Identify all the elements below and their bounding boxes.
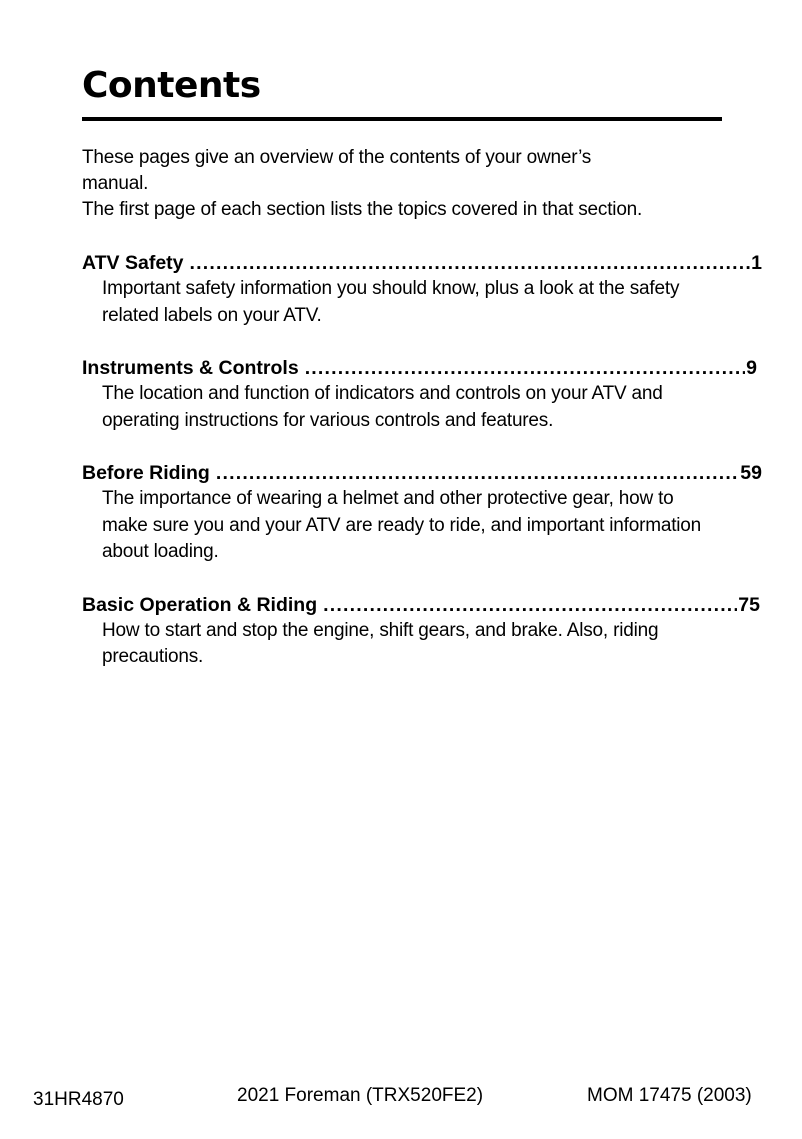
intro-text [82, 145, 722, 223]
footer-model: 2021 Foreman (TRX520FE2) [237, 1085, 484, 1106]
toc-heading-link[interactable] [82, 460, 762, 486]
toc-page-number: 9 [746, 357, 757, 379]
toc-entry-basic-operation-riding [82, 592, 762, 671]
intro-paragraph: The first page of each section lists the topics covered in that section. [82, 199, 643, 220]
toc-entry-instruments-controls [82, 355, 762, 434]
toc-section-title: ATV Safety [82, 252, 184, 274]
toc-entry-atv-safety [82, 250, 762, 329]
toc-description: The importance of wearing a helmet and other protective gear, how to make sure you and your ATV are ready to ride, and important information about loading. [102, 488, 702, 562]
toc-page-number: 75 [738, 593, 760, 616]
toc-heading-link[interactable] [82, 355, 757, 381]
toc-heading-link[interactable] [82, 592, 760, 618]
dot-leader [216, 460, 739, 486]
toc-section-title: Basic Operation & Riding [82, 593, 318, 616]
toc-section-title: Instruments & Controls [82, 357, 299, 379]
toc-heading-link[interactable] [82, 250, 762, 276]
toc-section-title: Before Riding [82, 462, 210, 484]
intro-paragraph: These pages give an overview of the contents of your owner’s manual. [82, 147, 592, 194]
page-title: Contents [82, 65, 261, 106]
toc-entry-before-riding [82, 460, 762, 566]
table-of-contents [82, 250, 762, 697]
toc-description: Important safety information you should know, plus a look at the safety related labels on your ATV. [102, 278, 680, 326]
toc-description: The location and function of indicators and controls on your ATV and operating instructions for various controls and features. [102, 383, 663, 431]
dot-leader [305, 355, 745, 381]
toc-description: How to start and stop the engine, shift gears, and brake. Also, riding precautions. [102, 619, 659, 667]
page-footer [0, 1083, 802, 1113]
toc-page-number: 59 [740, 462, 762, 484]
dot-leader [323, 592, 737, 618]
dot-leader [190, 250, 751, 276]
toc-page-number: 1 [751, 252, 762, 274]
footer-document-code: MOM 17475 (2003) [587, 1085, 752, 1106]
footer-part-number: 31HR4870 [33, 1089, 124, 1110]
title-divider [82, 117, 722, 121]
